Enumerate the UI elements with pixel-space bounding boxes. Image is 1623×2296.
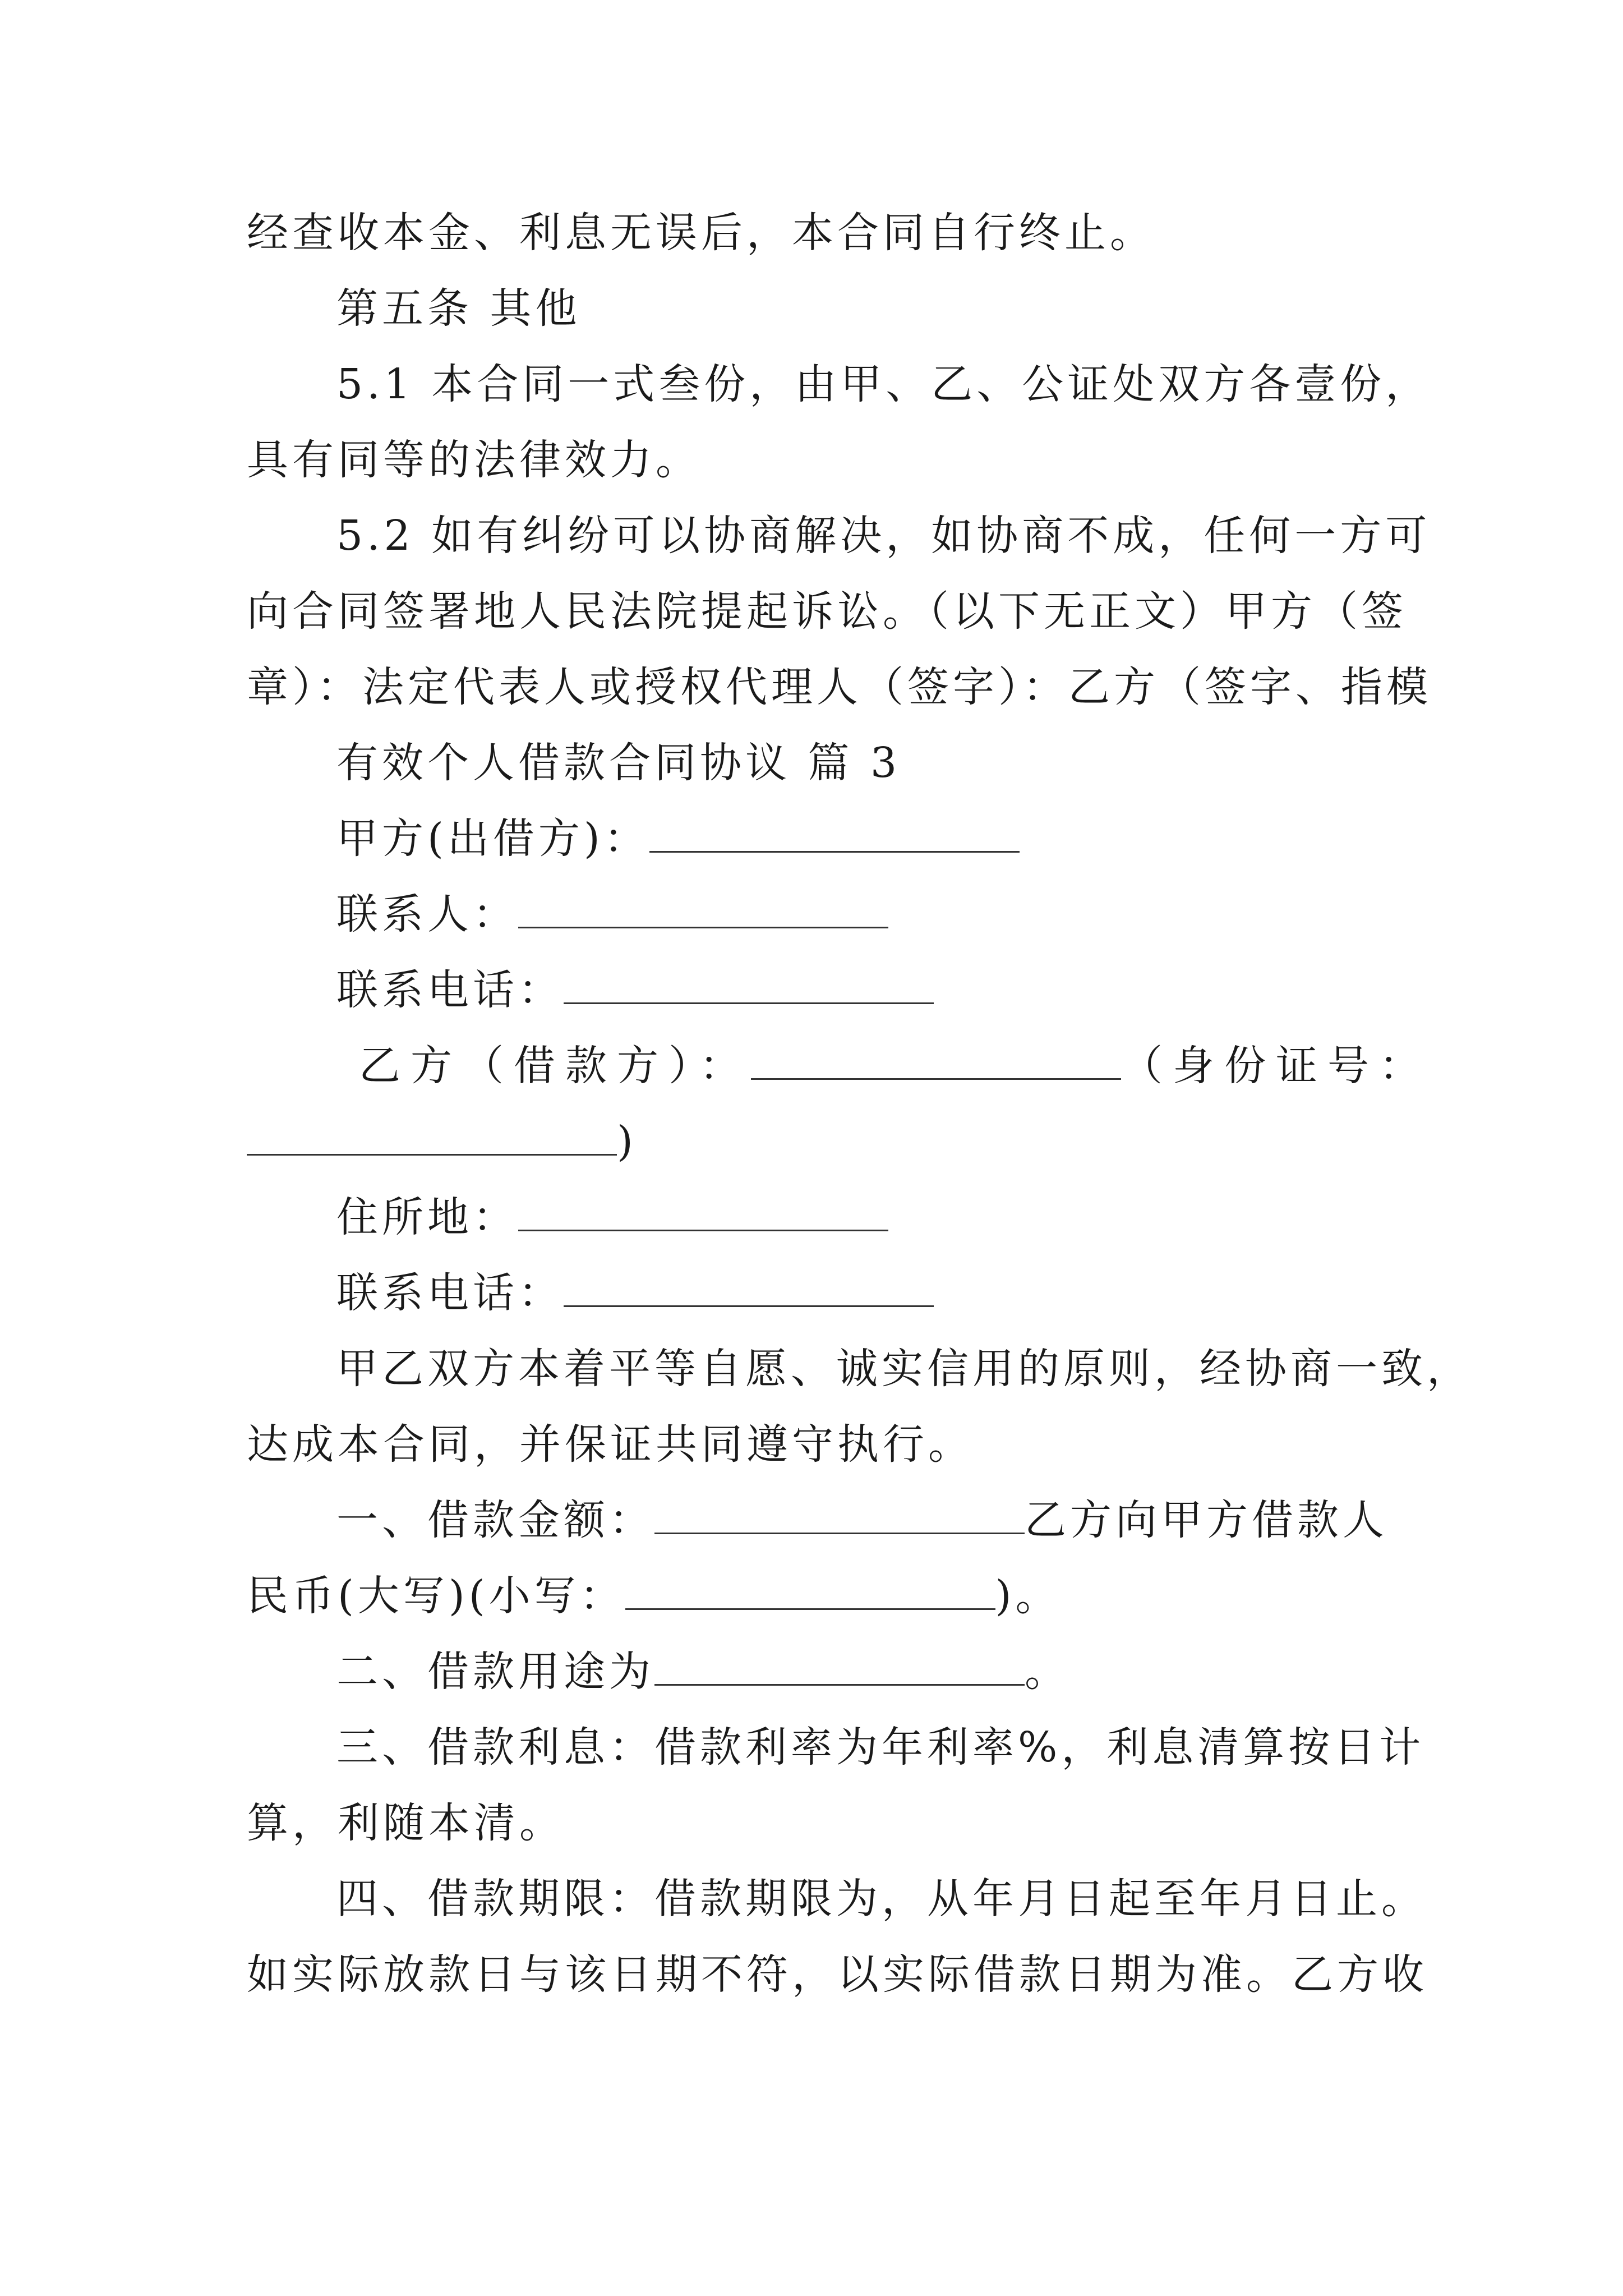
- text-line: 经查收本金、利息无误后，本合同自行终止。: [247, 209, 1155, 257]
- field-label: 二、借款用途为: [336, 1648, 654, 1696]
- text-fragment: )。: [995, 1572, 1061, 1620]
- loan-amount-line: [247, 1565, 1061, 1627]
- text-line: 如实际放款日与该日期不符，以实际借款日期为准。乙方收: [247, 1950, 1428, 1999]
- loan-amount-line: [336, 1489, 1388, 1551]
- blank-fill-line: [654, 1497, 1025, 1534]
- text-line: 甲乙双方本着平等自愿、诚实信用的原则，经协商一致，: [336, 1345, 1472, 1393]
- id-number-label: （身份证号：: [1121, 1042, 1431, 1090]
- lender-field: [336, 808, 1020, 869]
- blank-fill-line: [564, 967, 934, 1004]
- field-label: 住所地：: [336, 1193, 518, 1241]
- field-label: 甲方(出借方)：: [336, 815, 649, 863]
- blank-fill-line: [247, 1118, 617, 1156]
- section-heading: 第五条 其他: [336, 284, 581, 333]
- field-label: 联系电话：: [336, 966, 564, 1014]
- address-field: [336, 1186, 888, 1248]
- text-fragment: 民币(大写)(小写：: [247, 1572, 625, 1620]
- text-fragment: 。: [1025, 1648, 1070, 1696]
- id-number-field: [247, 1111, 637, 1172]
- text-line: 算，利随本清。: [247, 1799, 565, 1847]
- text-line: 5.1 本合同一式叁份，由甲、乙、公证处双方各壹份，: [336, 360, 1431, 408]
- text-line: 四、借款期限：借款期限为，从年月日起至年月日止。: [336, 1875, 1427, 1923]
- borrower-field: [359, 1035, 1431, 1097]
- text-line: 章）：法定代表人或授权代理人（签字）：乙方（签字、指模: [247, 663, 1432, 711]
- blank-fill-line: [518, 891, 888, 928]
- text-line: 5.2 如有纠纷可以协商解决，如协商不成，任何一方可: [336, 512, 1431, 560]
- contract-title: 有效个人借款合同协议 篇 3: [336, 739, 901, 787]
- blank-fill-line: [654, 1648, 1025, 1686]
- loan-purpose-line: [336, 1641, 1070, 1703]
- contact-person-field: [336, 884, 888, 945]
- field-label: 联系电话：: [336, 1269, 564, 1317]
- field-label: 乙方（借款方）：: [359, 1042, 751, 1090]
- blank-fill-line: [649, 815, 1020, 853]
- blank-fill-line: [751, 1042, 1121, 1080]
- field-label: 联系人：: [336, 890, 518, 938]
- text-line: 达成本合同，并保证共同遵守执行。: [247, 1420, 974, 1469]
- contact-phone-field: [336, 959, 934, 1021]
- field-label: 一、借款金额：: [336, 1496, 654, 1544]
- contact-phone-field: [336, 1262, 934, 1324]
- blank-fill-line: [625, 1572, 995, 1610]
- blank-fill-line: [564, 1269, 934, 1307]
- text-line: 向合同签署地人民法院提起诉讼。（以下无正文）甲方（签: [247, 587, 1407, 636]
- text-line: 三、借款利息：借款利率为年利率%，利息清算按日计: [336, 1723, 1425, 1772]
- text-line: 具有同等的法律效力。: [247, 436, 701, 484]
- blank-fill-line: [518, 1194, 888, 1231]
- text-fragment: 乙方向甲方借款人: [1025, 1496, 1388, 1544]
- closing-paren: ): [617, 1117, 637, 1166]
